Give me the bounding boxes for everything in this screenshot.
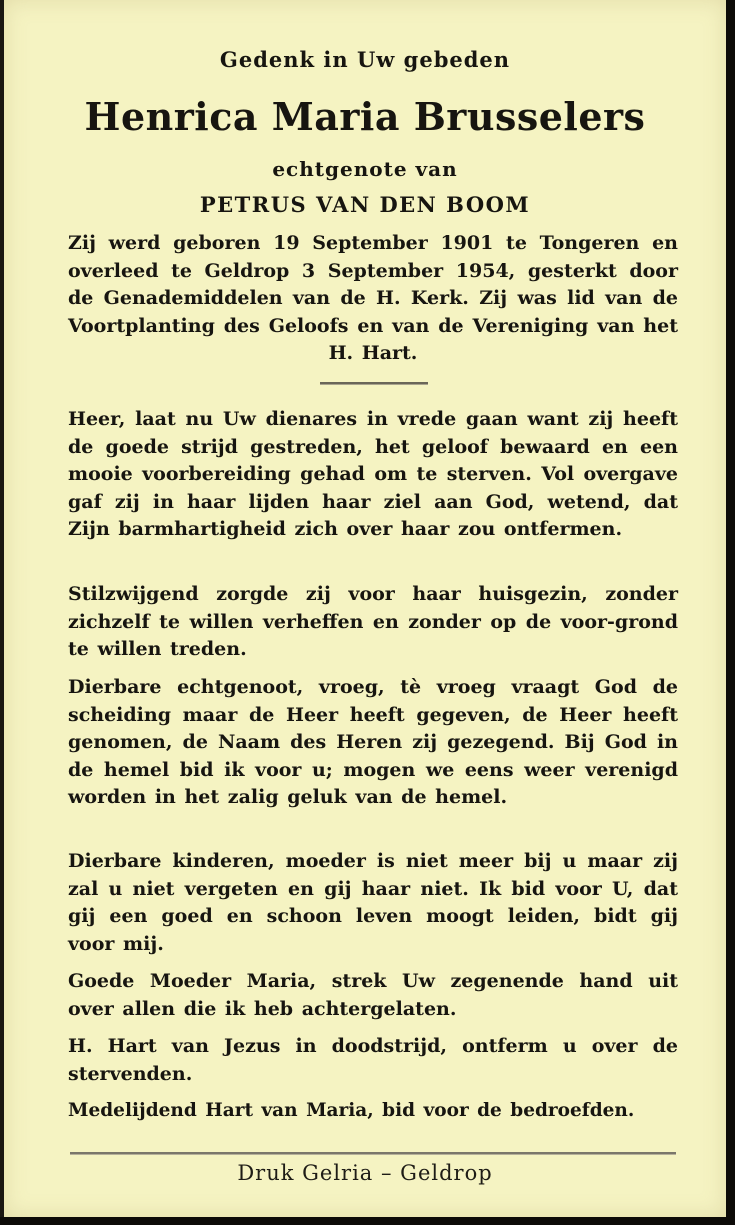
prayer-paragraph-1: Heer, laat nu Uw dienares in vrede gaan want zij heeft de goede strijd gestreden, het geloof bewaard en een mooie voorbereiding gehad om te sterven. Vol overgave gaf zij in haar lijden haar ziel aan God, wetend, dat Zijn barmhartigheid zich over haar zou ontfermen. [68, 408, 678, 540]
prayer-paragraph-3: Dierbare echtgenoot, vroeg, tè vroeg vraagt God de scheiding maar de Heer heeft gegeven, de Heer heeft genomen, de Naam des Heren zij gezegend. Bij God in de hemel bid ik voor u; mogen we eens weer verenigd worden in het zalig geluk van de hemel. [68, 676, 678, 808]
memorial-card [4, 0, 726, 1217]
section-divider [320, 382, 428, 385]
deceased-name: Henrica Maria Brusselers [84, 94, 646, 139]
card-edge-shadow [726, 0, 735, 1225]
spouse-name: PETRUS VAN DEN BOOM [199, 192, 531, 217]
biography: Zij werd geboren 19 September 1901 te Tongeren en overleed te Geldrop 3 September 1954, gesterkt door de Genademiddelen van de H. Kerk. Zij was lid van de Voortplanting des Geloofs en van de Vereniging van het H. Hart. [68, 232, 678, 364]
spouse-prefix: echtgenote van [272, 157, 458, 181]
prayer-paragraph-4: Dierbare kinderen, moeder is niet meer bij u maar zij zal u niet vergeten en gij haar niet. Ik bid voor U, dat gij een goed en schoon leven moogt leiden, bidt gij voor mij. [68, 850, 678, 955]
printer-credit: Druk Gelria – Geldrop [237, 1161, 493, 1185]
footer-divider [70, 1152, 676, 1155]
prayer-paragraph-7: Medelijdend Hart van Maria, bid voor de bedroefden. [68, 1100, 635, 1121]
pretitle: Gedenk in Uw gebeden [219, 47, 511, 72]
prayer-paragraph-5: Goede Moeder Maria, strek Uw zegenende hand uit over allen die ik heb achtergelaten. [68, 970, 678, 1020]
prayer-paragraph-2: Stilzwijgend zorgde zij voor haar huisgezin, zonder zichzelf te willen verheffen en zonder op de voor-grond te willen treden. [68, 583, 678, 660]
card-edge-shadow-bottom [0, 1217, 735, 1225]
prayer-paragraph-6: H. Hart van Jezus in doodstrijd, ontferm u over de stervenden. [68, 1035, 678, 1085]
